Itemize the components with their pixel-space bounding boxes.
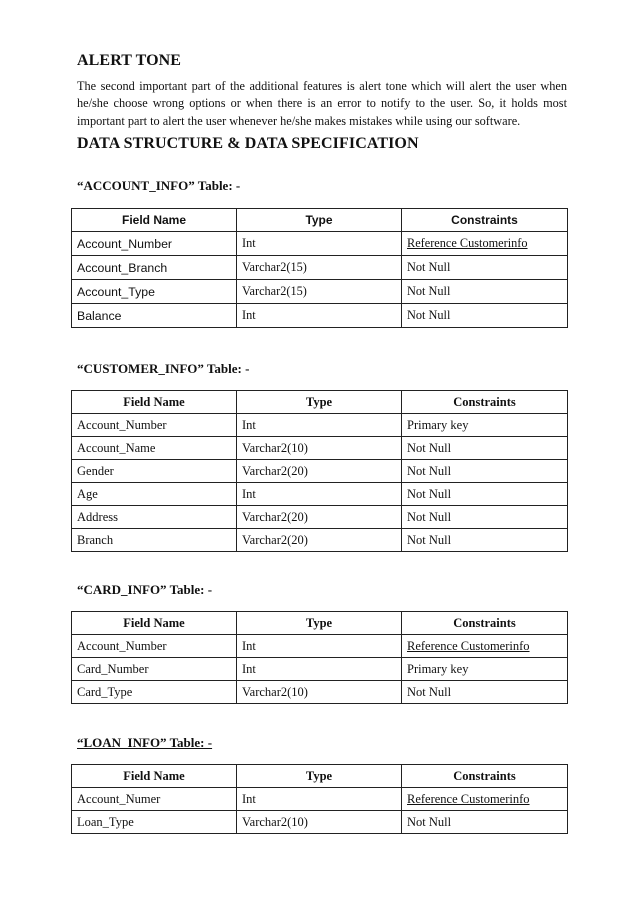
constraints-cell: Not Null [402, 681, 568, 704]
loan-info-caption: “LOAN_INFO” Table: - [77, 735, 213, 750]
field-name-cell: Age [72, 483, 237, 506]
constraints-cell: Reference Customerinfo [402, 232, 568, 256]
header-type: Type [237, 391, 402, 414]
customer-info-table [71, 390, 568, 552]
constraints-cell: Primary key [402, 658, 568, 681]
field-name-cell: Card_Type [72, 681, 237, 704]
account-info-caption: “ACCOUNT_INFO” Table: - [77, 178, 241, 193]
alert-tone-paragraph: The second important part of the additional features is alert tone which will alert the user when he/she choose wrong options or when there is an error to notify to the user. So, it holds most important part to alert the user whenever he/she makes mistakes while using our software. [77, 79, 567, 128]
table-row [72, 232, 568, 256]
header-constraints: Constraints [402, 209, 568, 232]
header-field-name: Field Name [72, 209, 237, 232]
table-header-row [72, 765, 568, 788]
field-name-cell: Account_Number [72, 635, 237, 658]
field-name-cell: Account_Branch [72, 256, 237, 280]
type-cell: Varchar2(15) [237, 280, 402, 304]
constraints-cell: Reference Customerinfo [402, 788, 568, 811]
header-type: Type [237, 209, 402, 232]
table-row [72, 414, 568, 437]
data-structure-heading: DATA STRUCTURE & DATA SPECIFICATION [77, 135, 419, 152]
field-name-cell: Address [72, 506, 237, 529]
constraints-cell: Not Null [402, 483, 568, 506]
type-cell: Int [237, 232, 402, 256]
type-cell: Varchar2(15) [237, 256, 402, 280]
field-name-cell: Account_Type [72, 280, 237, 304]
field-name-cell: Branch [72, 529, 237, 552]
alert-tone-heading: ALERT TONE [77, 52, 182, 69]
table-header-row [72, 391, 568, 414]
header-field-name: Field Name [72, 765, 237, 788]
type-cell: Int [237, 304, 402, 328]
type-cell: Varchar2(10) [237, 811, 402, 834]
constraints-cell: Not Null [402, 256, 568, 280]
field-name-cell: Account_Name [72, 437, 237, 460]
type-cell: Int [237, 483, 402, 506]
constraints-cell: Not Null [402, 304, 568, 328]
constraints-cell: Primary key [402, 414, 568, 437]
header-field-name: Field Name [72, 391, 237, 414]
header-type: Type [237, 765, 402, 788]
constraints-cell: Not Null [402, 811, 568, 834]
field-name-cell: Account_Numer [72, 788, 237, 811]
table-row [72, 635, 568, 658]
loan-info-table [71, 764, 568, 834]
type-cell: Int [237, 414, 402, 437]
account-info-table [71, 208, 568, 328]
table-row [72, 788, 568, 811]
type-cell: Varchar2(20) [237, 529, 402, 552]
table-row [72, 506, 568, 529]
type-cell: Varchar2(10) [237, 437, 402, 460]
field-name-cell: Loan_Type [72, 811, 237, 834]
customer-info-caption: “CUSTOMER_INFO” Table: - [77, 361, 250, 376]
type-cell: Varchar2(20) [237, 460, 402, 483]
header-constraints: Constraints [402, 765, 568, 788]
header-constraints: Constraints [402, 391, 568, 414]
header-type: Type [237, 612, 402, 635]
table-row [72, 483, 568, 506]
header-constraints: Constraints [402, 612, 568, 635]
constraints-cell: Not Null [402, 460, 568, 483]
field-name-cell: Gender [72, 460, 237, 483]
table-header-row [72, 209, 568, 232]
table-header-row [72, 612, 568, 635]
field-name-cell: Balance [72, 304, 237, 328]
table-row [72, 529, 568, 552]
table-row [72, 304, 568, 328]
constraints-cell: Not Null [402, 506, 568, 529]
table-row [72, 681, 568, 704]
table-row [72, 811, 568, 834]
constraints-cell: Not Null [402, 437, 568, 460]
field-name-cell: Account_Number [72, 414, 237, 437]
field-name-cell: Account_Number [72, 232, 237, 256]
table-row [72, 437, 568, 460]
field-name-cell: Card_Number [72, 658, 237, 681]
type-cell: Int [237, 788, 402, 811]
constraints-cell: Not Null [402, 529, 568, 552]
card-info-caption: “CARD_INFO” Table: - [77, 582, 213, 597]
table-row [72, 658, 568, 681]
table-row [72, 460, 568, 483]
card-info-table [71, 611, 568, 704]
type-cell: Varchar2(10) [237, 681, 402, 704]
type-cell: Varchar2(20) [237, 506, 402, 529]
constraints-cell: Reference Customerinfo [402, 635, 568, 658]
constraints-cell: Not Null [402, 280, 568, 304]
table-row [72, 280, 568, 304]
type-cell: Int [237, 658, 402, 681]
header-field-name: Field Name [72, 612, 237, 635]
table-row [72, 256, 568, 280]
type-cell: Int [237, 635, 402, 658]
